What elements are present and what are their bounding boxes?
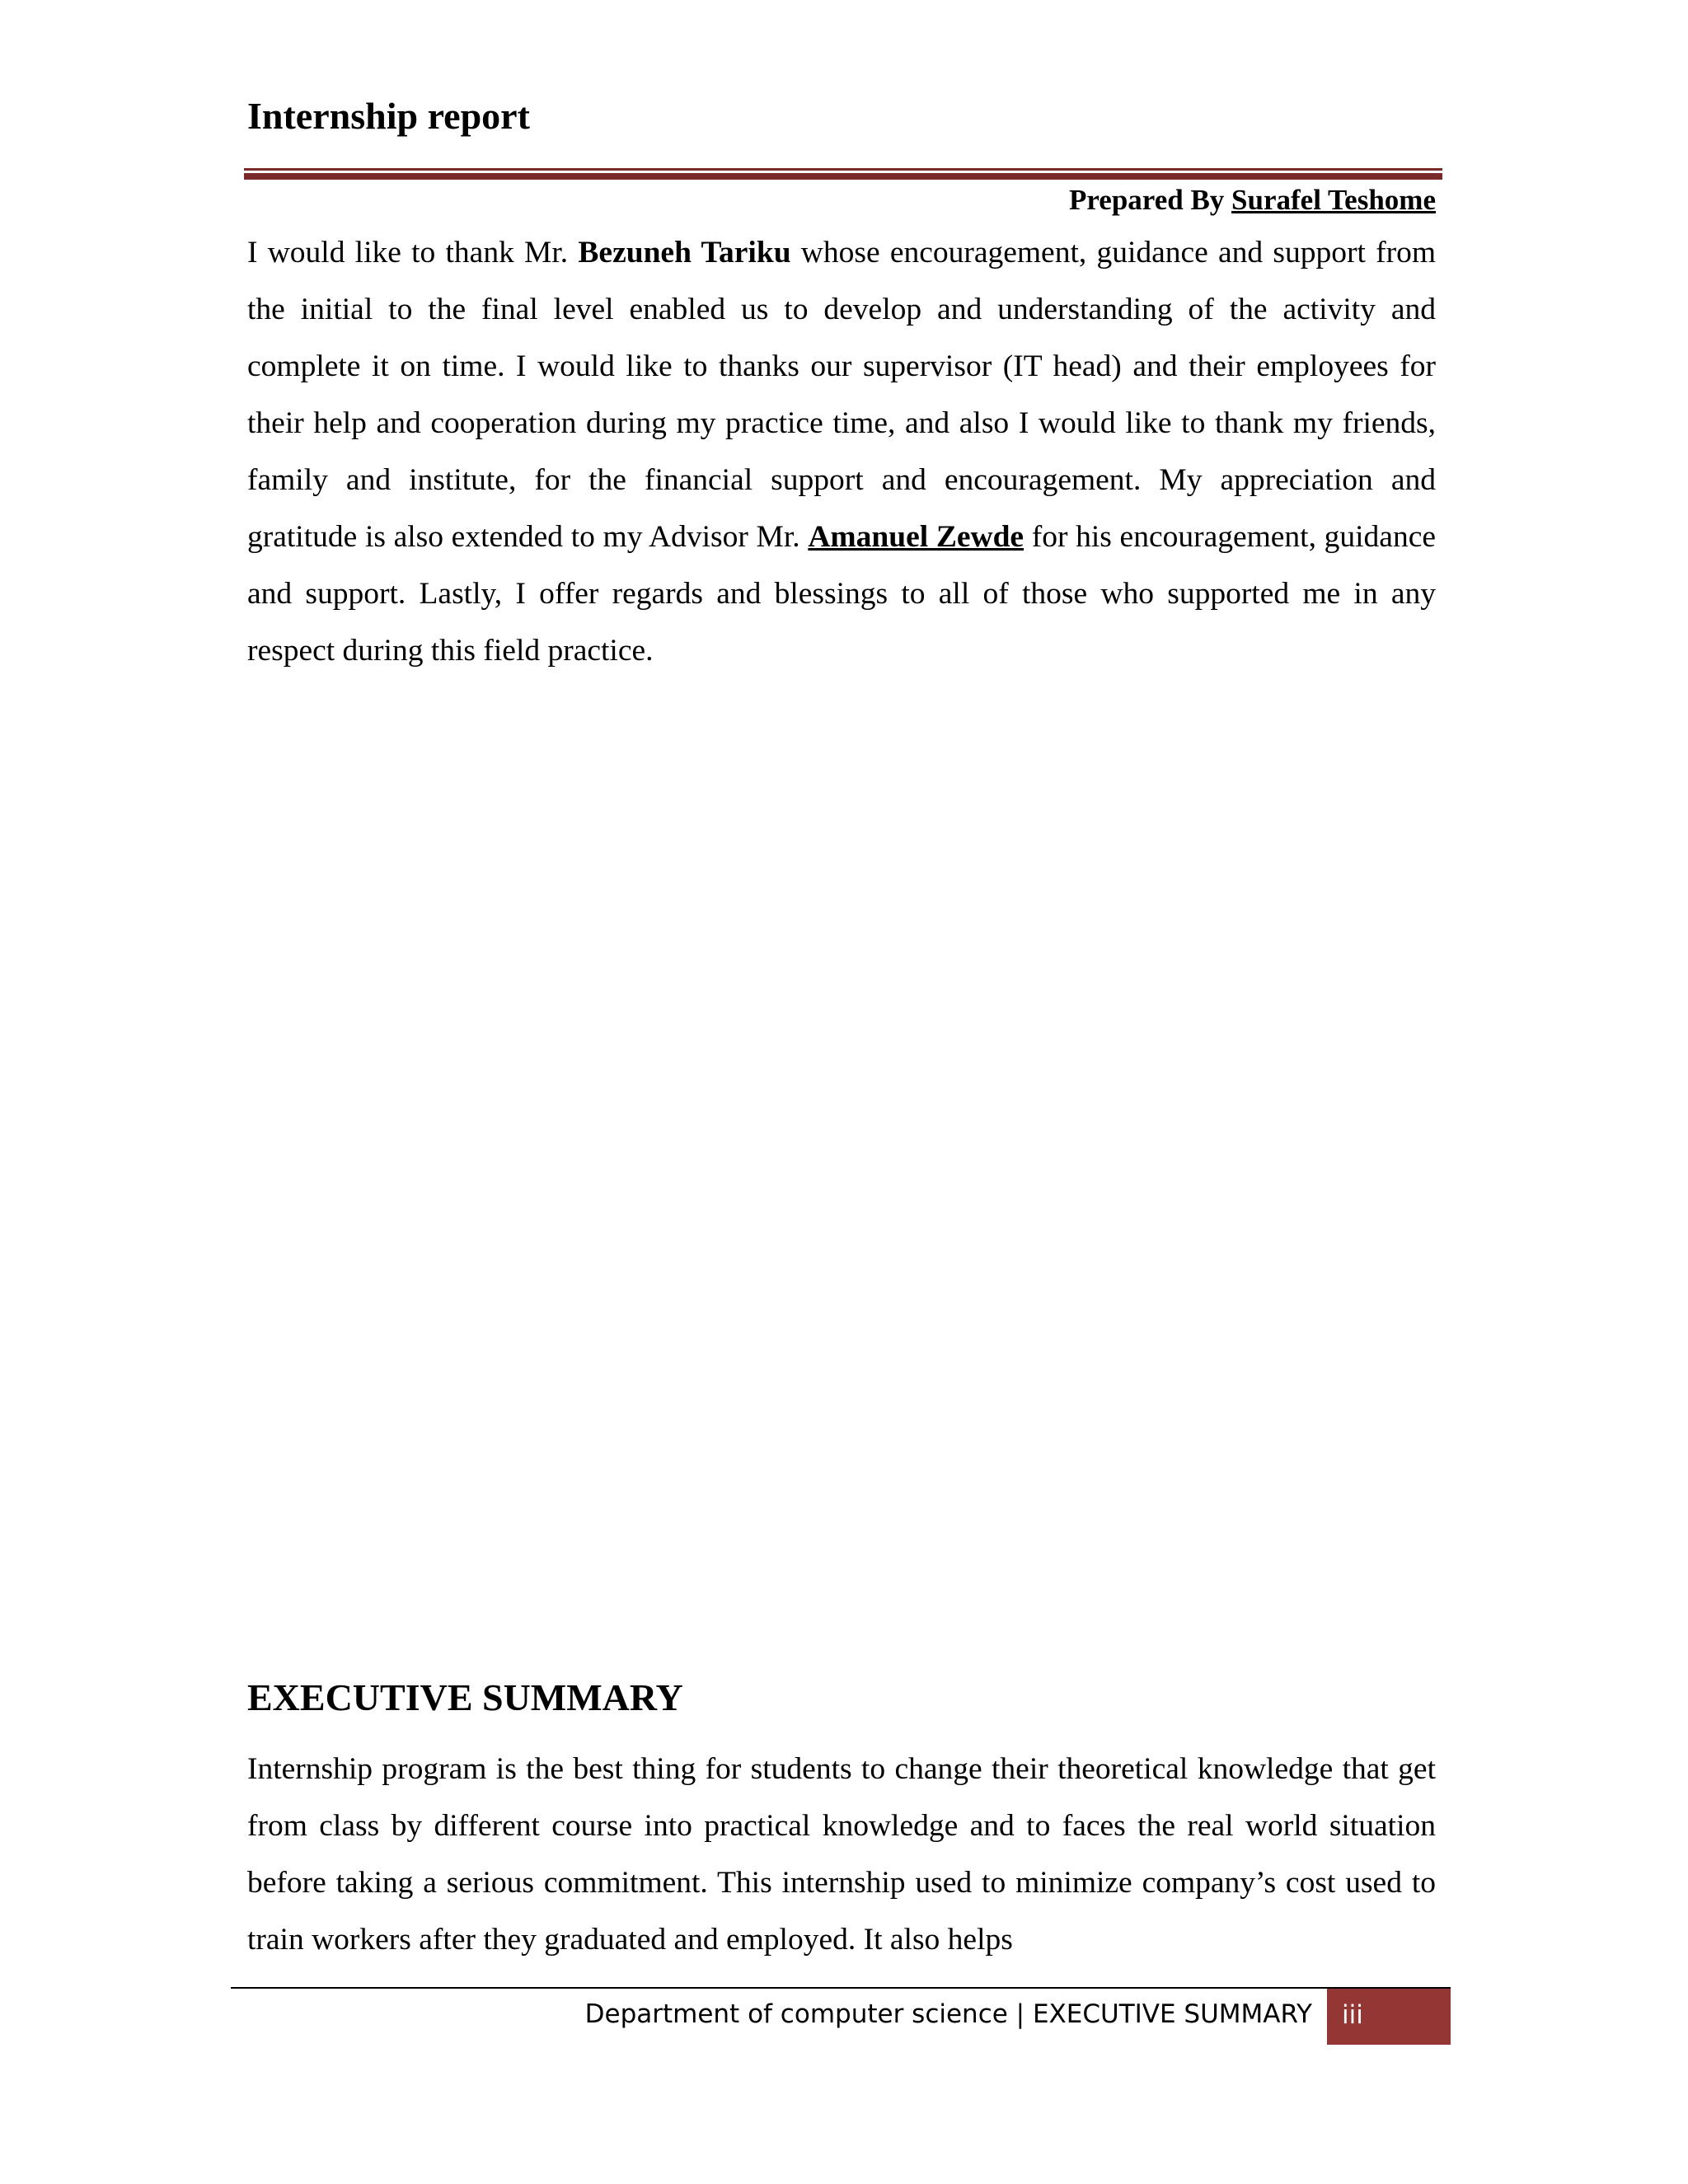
executive-summary-paragraph: Internship program is the best thing for students to change their theoretical knowledge that get from class by different course into practical knowledge and to faces the real world situation before taking a serious commitment. This internship used to minimize company’s cost used to train workers after they graduated and employed. It also helps <box>247 1752 1436 1957</box>
ack-text-1: I would like to thank Mr. <box>247 236 579 269</box>
header-rule-thin <box>244 168 1442 171</box>
executive-summary-heading: EXECUTIVE SUMMARY <box>247 1676 683 1718</box>
page-number: iii <box>1342 2000 1363 2030</box>
header-rule-thick <box>244 173 1442 180</box>
acknowledgement-paragraph <box>247 224 1436 679</box>
author-name: Surafel Teshome <box>1231 184 1436 216</box>
ack-text-2: whose encouragement, guidance and support from the initial to the final level enabled us to develop and understanding of the activity and complete it on time. I would like to thanks our supervisor (IT head) and their employees for their help and cooperation during my practice time, and also I would like to thank my friends, family and institute, for the financial support and encouragement. My appreciation and gratitude is also extended to my Advisor Mr. <box>247 236 1436 554</box>
ack-text-3: for his encouragement, guidance and support. Lastly, I offer regards and blessings to all of those who supported me in any respect during this field practice. <box>247 520 1436 668</box>
document-header-title: Internship report <box>247 95 530 137</box>
ack-name-1: Bezuneh Tariku <box>578 236 791 269</box>
page-number-box <box>1327 1989 1451 2045</box>
prepared-by-line <box>1069 183 1436 218</box>
ack-name-2: Amanuel Zewde <box>808 520 1025 554</box>
footer-rule <box>231 1987 1451 1989</box>
prepared-by-label: Prepared By <box>1069 184 1232 216</box>
footer-text: Department of computer science | EXECUTIVE SUMMARY <box>584 1999 1312 2029</box>
